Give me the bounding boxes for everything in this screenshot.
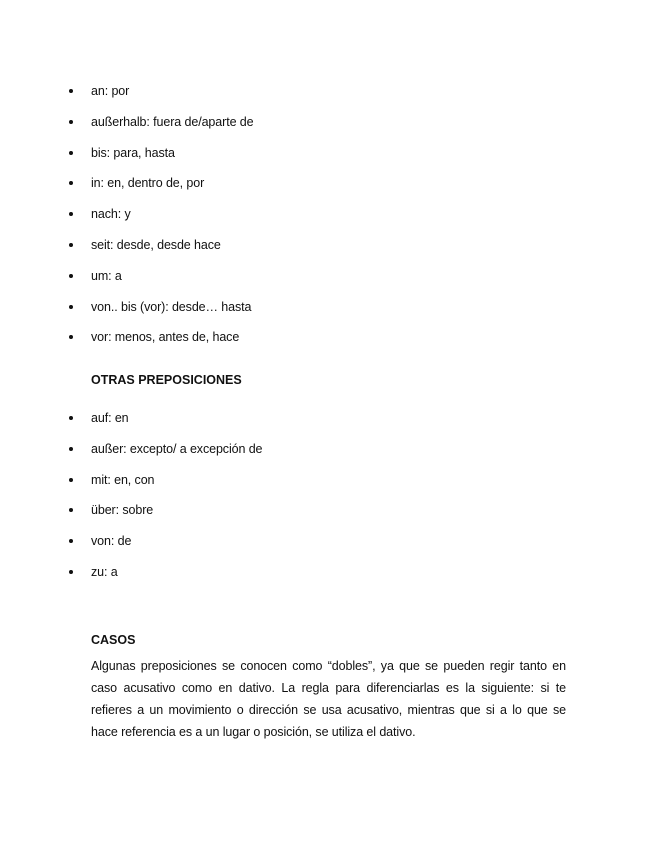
list-item-text: außer: excepto/ a excepción de [91,441,263,456]
list-item-text: auf: en [91,411,129,425]
list-item-text: zu: a [91,564,118,579]
list-item-text: in: en, dentro de, por [91,176,205,191]
list-item-text: vor: menos, antes de, hace [91,330,240,345]
bullet-icon [69,212,73,216]
list-item-text: von: de [91,534,132,549]
bullet-icon [69,539,73,543]
bullet-icon [69,181,73,185]
bullet-icon [69,89,73,93]
list-item-text: außerhalb: fuera de/aparte de [91,114,254,129]
list-item-text: von.. bis (vor): desde… hasta [91,299,252,314]
bullet-icon [69,274,73,278]
list-item-text: um: a [91,268,122,283]
section-heading-otras-preposiciones: OTRAS PREPOSICIONES [91,373,242,387]
casos-paragraph: Algunas preposiciones se conocen como “dobles”, ya que se pueden regir tanto en caso acusativo como en dativo. La regla para diferenciarlas es la siguiente: si te refieres a un movimiento o dirección se usa acusativo, mientras que si a lo que se hace referencia es a un lugar o posición, se utiliza el dativo. [91,659,566,739]
list-item-text: an: por [91,84,130,98]
bullet-icon [69,120,73,124]
bullet-icon [69,570,73,574]
list-item-text: seit: desde, desde hace [91,237,221,252]
bullet-icon [69,416,73,420]
section-heading-casos: CASOS [91,633,136,647]
list-item-text: bis: para, hasta [91,145,175,160]
bullet-icon [69,478,73,482]
list-item-text: mit: en, con [91,472,155,487]
list-item-text: über: sobre [91,503,154,518]
list-item-text: nach: y [91,207,131,222]
bullet-icon [69,305,73,309]
bullet-icon [69,335,73,339]
bullet-icon [69,243,73,247]
bullet-icon [69,447,73,451]
bullet-icon [69,508,73,512]
bullet-icon [69,151,73,155]
